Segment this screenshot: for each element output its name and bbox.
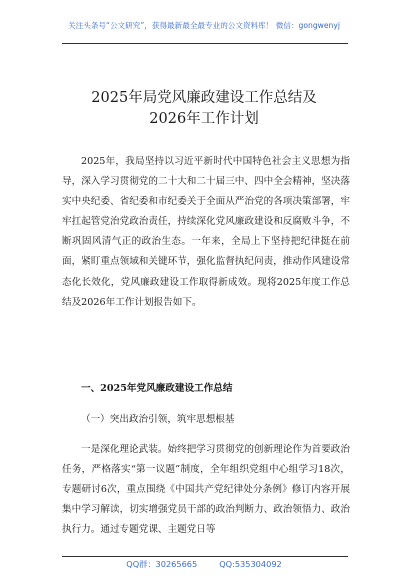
header-divider (62, 43, 348, 44)
document-title-line-1: 2025年局党风廉政建设工作总结及 (91, 90, 317, 106)
header-note: 关注头条号“公文研究”，获得最新最全最专业的公文资料库！ 微信：gongwenyj (68, 21, 340, 30)
document-title-line-2: 2026年工作计划 (149, 111, 259, 127)
footer-qq-group: QQ群：30265665 (126, 559, 198, 569)
subsection-heading-1: （一）突出政治引领，筑牢思想根基 (81, 414, 235, 425)
body-paragraph-1: 一是深化理论武装。始终把学习贯彻党的创新理论作为首要政治任务，严格落实“第一议题”制度，全年组织党组中心组学习18次，专题研讨6次，重点围绕《中国共产党纪律处分条例》修订内容开展集中学习解读，切实增强党员干部的政治判断力、政治领悟力、政治执行力。通过专题党课、主题党日等 (62, 444, 350, 536)
intro-paragraph: 2025年，我局坚持以习近平新时代中国特色社会主义思想为指导，深入学习贯彻党的二十大和二十届三中、四中全会精神，坚决落实中央纪委、省纪委和市纪委关于全面从严治党的各项决策部署，牢牢扛起管党治党政治责任，持续深化党风廉政建设和反腐败斗争，不断巩固风清气正的政治生态。一年来，全局上下坚持把纪律挺在前面，紧盯重点领域和关键环节，强化监督执纪问责，推动作风建设常态化长效化，党风廉政建设工作取得新成效。现将2025年度工作总结及2026年工作计划报告如下。 (62, 156, 350, 308)
section-heading-1: 一、2025年党风廉政建设工作总结 (81, 383, 233, 394)
footer-divider (62, 556, 348, 557)
footer (0, 559, 408, 570)
footer-qq: QQ:535304092 (219, 559, 282, 569)
